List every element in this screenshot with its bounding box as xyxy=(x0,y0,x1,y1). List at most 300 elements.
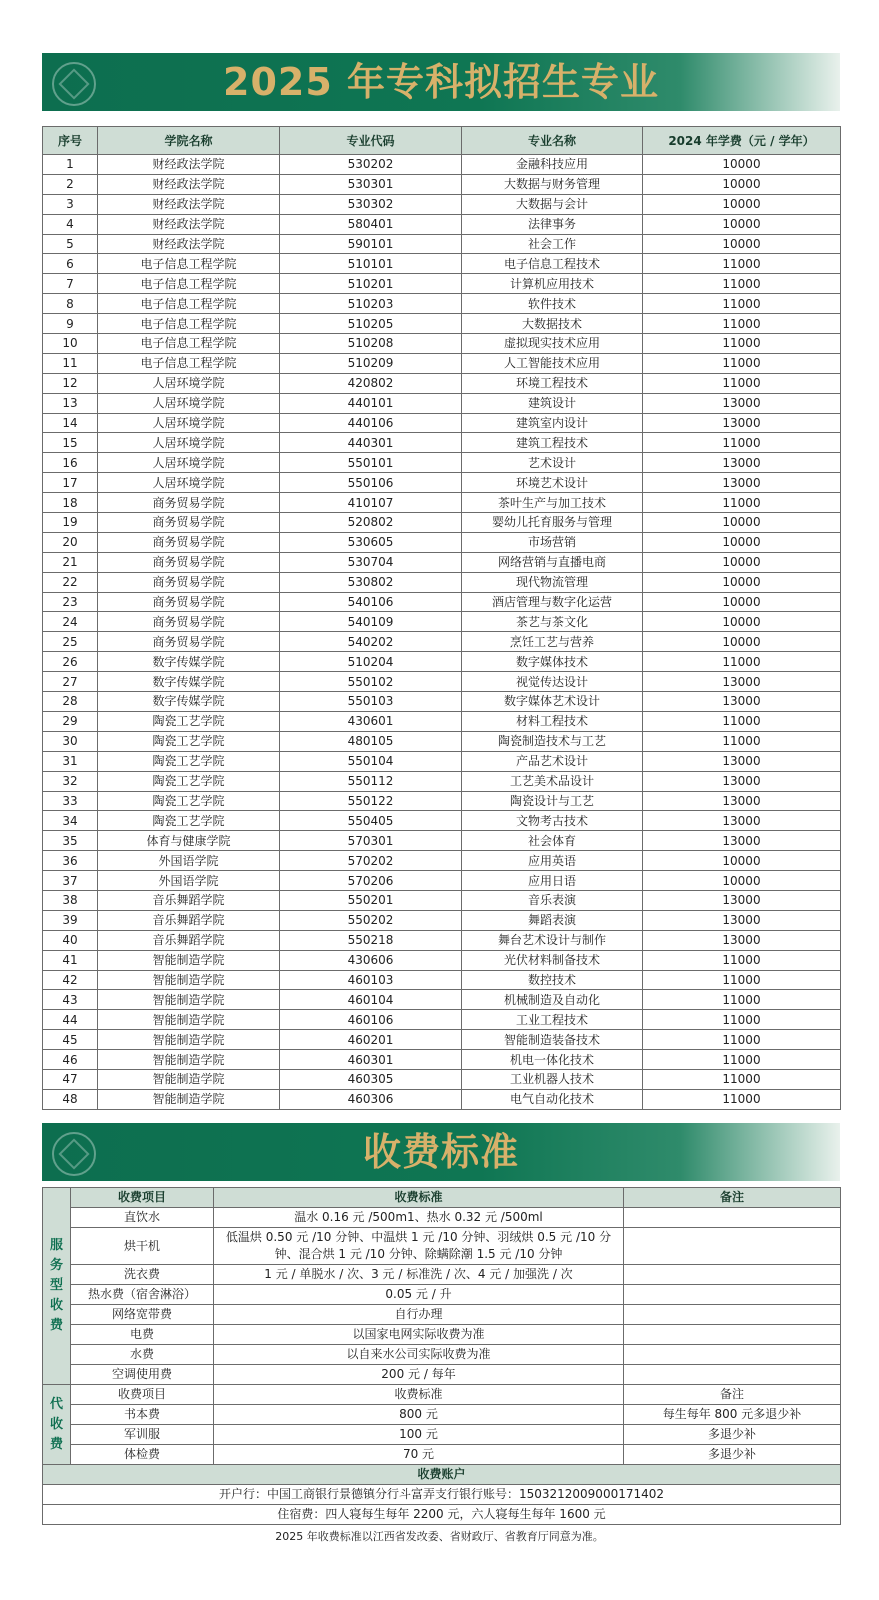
row-tuition: 11000 xyxy=(643,950,841,970)
row-major: 婴幼儿托育服务与管理 xyxy=(462,513,643,533)
table-row xyxy=(43,1069,841,1089)
account-line: 开户行：中国工商银行景德镇分行斗富弄支行银行账号：1503212009000171402 xyxy=(43,1485,841,1505)
fee-standard: 以自来水公司实际收费为准 xyxy=(214,1345,624,1365)
row-code: 570206 xyxy=(280,871,462,891)
row-tuition: 10000 xyxy=(643,632,841,652)
row-college: 智能制造学院 xyxy=(98,1050,280,1070)
row-college: 商务贸易学院 xyxy=(98,532,280,552)
row-code: 550102 xyxy=(280,672,462,692)
row-tuition: 10000 xyxy=(643,592,841,612)
fee-item: 热水费（宿舍淋浴） xyxy=(71,1285,214,1305)
row-major: 法律事务 xyxy=(462,214,643,234)
table-row xyxy=(43,851,841,871)
row-tuition: 11000 xyxy=(643,373,841,393)
row-tuition: 11000 xyxy=(643,353,841,373)
row-major: 大数据与财务管理 xyxy=(462,174,643,194)
row-college: 体育与健康学院 xyxy=(98,831,280,851)
fee-item: 军训服 xyxy=(71,1425,214,1445)
row-tuition: 13000 xyxy=(643,831,841,851)
row-index: 9 xyxy=(43,314,98,334)
row-college: 音乐舞蹈学院 xyxy=(98,910,280,930)
row-college: 商务贸易学院 xyxy=(98,572,280,592)
row-code: 550106 xyxy=(280,473,462,493)
row-tuition: 10000 xyxy=(643,612,841,632)
row-tuition: 11000 xyxy=(643,274,841,294)
row-index: 35 xyxy=(43,831,98,851)
row-index: 31 xyxy=(43,751,98,771)
row-major: 建筑室内设计 xyxy=(462,413,643,433)
row-college: 陶瓷工艺学院 xyxy=(98,711,280,731)
row-college: 陶瓷工艺学院 xyxy=(98,771,280,791)
row-index: 6 xyxy=(43,254,98,274)
row-index: 28 xyxy=(43,692,98,712)
table-row xyxy=(43,234,841,254)
footnote: 2025 年收费标准以江西省发改委、省财政厅、省教育厅同意为准。 xyxy=(275,1530,604,1543)
row-code: 590101 xyxy=(280,234,462,254)
table-row xyxy=(43,1265,841,1285)
row-code: 550112 xyxy=(280,771,462,791)
fee-standard: 100 元 xyxy=(214,1425,624,1445)
row-college: 智能制造学院 xyxy=(98,1010,280,1030)
row-tuition: 13000 xyxy=(643,890,841,910)
row-code: 540202 xyxy=(280,632,462,652)
row-code: 460305 xyxy=(280,1069,462,1089)
table-row xyxy=(43,990,841,1010)
fee-note xyxy=(624,1208,841,1228)
fees-title: 收费标准 xyxy=(362,1130,519,1174)
row-major: 软件技术 xyxy=(462,294,643,314)
row-major: 光伏材料制备技术 xyxy=(462,950,643,970)
row-college: 智能制造学院 xyxy=(98,1030,280,1050)
account-title: 收费账户 xyxy=(43,1465,841,1485)
row-college: 电子信息工程学院 xyxy=(98,334,280,354)
fee-standard: 自行办理 xyxy=(214,1305,624,1325)
row-college: 商务贸易学院 xyxy=(98,592,280,612)
table-row xyxy=(43,334,841,354)
row-code: 570301 xyxy=(280,831,462,851)
table-row xyxy=(43,1325,841,1345)
fee-note: 多退少补 xyxy=(624,1425,841,1445)
majors-table xyxy=(42,126,841,1110)
table-row xyxy=(43,1505,841,1525)
row-index: 43 xyxy=(43,990,98,1010)
row-code: 480105 xyxy=(280,731,462,751)
row-code: 550104 xyxy=(280,751,462,771)
row-major: 工业工程技术 xyxy=(462,1010,643,1030)
row-major: 市场营销 xyxy=(462,532,643,552)
row-code: 530802 xyxy=(280,572,462,592)
row-code: 570202 xyxy=(280,851,462,871)
row-major: 环境艺术设计 xyxy=(462,473,643,493)
table-row xyxy=(43,1405,841,1425)
majors-header-row xyxy=(43,127,841,155)
row-tuition: 10000 xyxy=(643,851,841,871)
row-index: 19 xyxy=(43,513,98,533)
row-index: 23 xyxy=(43,592,98,612)
row-tuition: 13000 xyxy=(643,930,841,950)
row-major: 茶叶生产与加工技术 xyxy=(462,493,643,513)
row-index: 24 xyxy=(43,612,98,632)
row-index: 46 xyxy=(43,1050,98,1070)
row-college: 数字传媒学院 xyxy=(98,692,280,712)
table-row xyxy=(43,751,841,771)
row-tuition: 11000 xyxy=(643,652,841,672)
table-row xyxy=(43,513,841,533)
row-tuition: 10000 xyxy=(643,194,841,214)
row-tuition: 13000 xyxy=(643,910,841,930)
fee-standard: 200 元 / 每年 xyxy=(214,1365,624,1385)
table-row xyxy=(43,274,841,294)
row-code: 510203 xyxy=(280,294,462,314)
row-college: 财经政法学院 xyxy=(98,174,280,194)
row-major: 舞台艺术设计与制作 xyxy=(462,930,643,950)
row-college: 人居环境学院 xyxy=(98,453,280,473)
table-row xyxy=(43,791,841,811)
agency-header-note: 备注 xyxy=(624,1385,841,1405)
row-index: 2 xyxy=(43,174,98,194)
table-row xyxy=(43,254,841,274)
table-row xyxy=(43,532,841,552)
row-index: 3 xyxy=(43,194,98,214)
row-major: 视觉传达设计 xyxy=(462,672,643,692)
fee-standard: 以国家电网实际收费为准 xyxy=(214,1325,624,1345)
row-college: 电子信息工程学院 xyxy=(98,314,280,334)
row-college: 智能制造学院 xyxy=(98,950,280,970)
row-tuition: 13000 xyxy=(643,692,841,712)
row-index: 16 xyxy=(43,453,98,473)
row-college: 数字传媒学院 xyxy=(98,672,280,692)
table-row xyxy=(43,692,841,712)
fee-note xyxy=(624,1345,841,1365)
fee-item: 水费 xyxy=(71,1345,214,1365)
table-row xyxy=(43,493,841,513)
row-index: 14 xyxy=(43,413,98,433)
fee-standard: 1 元 / 单脱水 / 次、3 元 / 标准洗 / 次、4 元 / 加强洗 / 次 xyxy=(214,1265,624,1285)
row-college: 财经政法学院 xyxy=(98,214,280,234)
row-college: 陶瓷工艺学院 xyxy=(98,731,280,751)
row-code: 460301 xyxy=(280,1050,462,1070)
row-code: 510209 xyxy=(280,353,462,373)
table-row xyxy=(43,1425,841,1445)
row-major: 大数据与会计 xyxy=(462,194,643,214)
row-major: 金融科技应用 xyxy=(462,155,643,175)
row-index: 33 xyxy=(43,791,98,811)
row-code: 520802 xyxy=(280,513,462,533)
table-row xyxy=(43,612,841,632)
row-tuition: 11000 xyxy=(643,731,841,751)
row-code: 550103 xyxy=(280,692,462,712)
fees-table xyxy=(42,1187,841,1525)
row-college: 财经政法学院 xyxy=(98,234,280,254)
row-tuition: 11000 xyxy=(643,1089,841,1109)
row-index: 48 xyxy=(43,1089,98,1109)
row-index: 17 xyxy=(43,473,98,493)
table-row xyxy=(43,1305,841,1325)
row-major: 电气自动化技术 xyxy=(462,1089,643,1109)
row-code: 530302 xyxy=(280,194,462,214)
row-college: 外国语学院 xyxy=(98,871,280,891)
fee-standard: 低温烘 0.50 元 /10 分钟、中温烘 1 元 /10 分钟、羽绒烘 0.5 元 /10 分钟、混合烘 1 元 /10 分钟、除螨除潮 1.5 元 /10 分钟 xyxy=(214,1228,624,1265)
table-row xyxy=(43,890,841,910)
row-code: 550122 xyxy=(280,791,462,811)
row-index: 39 xyxy=(43,910,98,930)
row-tuition: 11000 xyxy=(643,1030,841,1050)
row-index: 21 xyxy=(43,552,98,572)
table-row xyxy=(43,1285,841,1305)
row-major: 大数据技术 xyxy=(462,314,643,334)
row-major: 环境工程技术 xyxy=(462,373,643,393)
header-college: 学院名称 xyxy=(98,127,280,155)
row-index: 27 xyxy=(43,672,98,692)
table-row xyxy=(43,950,841,970)
row-code: 550218 xyxy=(280,930,462,950)
table-row xyxy=(43,930,841,950)
majors-banner xyxy=(42,53,840,111)
row-tuition: 10000 xyxy=(643,513,841,533)
row-code: 440101 xyxy=(280,393,462,413)
row-index: 45 xyxy=(43,1030,98,1050)
row-tuition: 13000 xyxy=(643,771,841,791)
table-row xyxy=(43,473,841,493)
row-index: 1 xyxy=(43,155,98,175)
row-college: 音乐舞蹈学院 xyxy=(98,930,280,950)
row-college: 人居环境学院 xyxy=(98,473,280,493)
row-college: 人居环境学院 xyxy=(98,393,280,413)
row-tuition: 13000 xyxy=(643,751,841,771)
fee-standard: 800 元 xyxy=(214,1405,624,1425)
row-index: 26 xyxy=(43,652,98,672)
row-tuition: 13000 xyxy=(643,413,841,433)
row-college: 商务贸易学院 xyxy=(98,552,280,572)
row-major: 网络营销与直播电商 xyxy=(462,552,643,572)
fees-header-item: 收费项目 xyxy=(71,1188,214,1208)
table-row xyxy=(43,433,841,453)
fees-header-note: 备注 xyxy=(624,1188,841,1208)
row-index: 15 xyxy=(43,433,98,453)
table-row xyxy=(43,1010,841,1030)
row-college: 人居环境学院 xyxy=(98,413,280,433)
row-college: 商务贸易学院 xyxy=(98,493,280,513)
fee-note xyxy=(624,1325,841,1345)
fees-header-row xyxy=(43,1188,841,1208)
row-college: 电子信息工程学院 xyxy=(98,254,280,274)
fees-banner xyxy=(42,1123,840,1181)
row-code: 550101 xyxy=(280,453,462,473)
table-row xyxy=(43,910,841,930)
row-code: 510205 xyxy=(280,314,462,334)
row-index: 44 xyxy=(43,1010,98,1030)
row-index: 38 xyxy=(43,890,98,910)
agency-header-standard: 收费标准 xyxy=(214,1385,624,1405)
row-major: 工艺美术品设计 xyxy=(462,771,643,791)
row-index: 4 xyxy=(43,214,98,234)
row-college: 智能制造学院 xyxy=(98,1069,280,1089)
fee-item: 洗衣费 xyxy=(71,1265,214,1285)
table-row xyxy=(43,1228,841,1265)
table-row xyxy=(43,1365,841,1385)
row-college: 陶瓷工艺学院 xyxy=(98,811,280,831)
row-tuition: 10000 xyxy=(643,214,841,234)
row-tuition: 11000 xyxy=(643,294,841,314)
row-index: 11 xyxy=(43,353,98,373)
row-tuition: 11000 xyxy=(643,970,841,990)
row-college: 人居环境学院 xyxy=(98,433,280,453)
row-tuition: 13000 xyxy=(643,811,841,831)
row-college: 商务贸易学院 xyxy=(98,632,280,652)
row-code: 460103 xyxy=(280,970,462,990)
row-major: 应用英语 xyxy=(462,851,643,871)
agency-header-item: 收费项目 xyxy=(71,1385,214,1405)
row-index: 41 xyxy=(43,950,98,970)
row-code: 510201 xyxy=(280,274,462,294)
row-major: 社会体育 xyxy=(462,831,643,851)
row-major: 产品艺术设计 xyxy=(462,751,643,771)
row-index: 47 xyxy=(43,1069,98,1089)
row-tuition: 11000 xyxy=(643,493,841,513)
fee-item: 电费 xyxy=(71,1325,214,1345)
row-college: 音乐舞蹈学院 xyxy=(98,890,280,910)
table-row xyxy=(43,871,841,891)
row-index: 8 xyxy=(43,294,98,314)
table-row xyxy=(43,413,841,433)
row-college: 陶瓷工艺学院 xyxy=(98,791,280,811)
table-row xyxy=(43,1050,841,1070)
fee-note xyxy=(624,1285,841,1305)
table-row xyxy=(43,771,841,791)
row-college: 财经政法学院 xyxy=(98,155,280,175)
row-major: 数字媒体技术 xyxy=(462,652,643,672)
row-major: 应用日语 xyxy=(462,871,643,891)
row-tuition: 11000 xyxy=(643,711,841,731)
fee-standard: 0.05 元 / 升 xyxy=(214,1285,624,1305)
row-major: 机电一体化技术 xyxy=(462,1050,643,1070)
header-code: 专业代码 xyxy=(280,127,462,155)
row-index: 32 xyxy=(43,771,98,791)
row-major: 机械制造及自动化 xyxy=(462,990,643,1010)
row-major: 酒店管理与数字化运营 xyxy=(462,592,643,612)
table-row xyxy=(43,592,841,612)
table-row xyxy=(43,1089,841,1109)
row-major: 人工智能技术应用 xyxy=(462,353,643,373)
row-index: 18 xyxy=(43,493,98,513)
row-index: 22 xyxy=(43,572,98,592)
fee-item: 体检费 xyxy=(71,1445,214,1465)
row-tuition: 10000 xyxy=(643,155,841,175)
row-college: 电子信息工程学院 xyxy=(98,274,280,294)
table-row xyxy=(43,294,841,314)
row-tuition: 11000 xyxy=(643,254,841,274)
service-fee-label: 服务型收费 xyxy=(43,1188,71,1385)
row-tuition: 13000 xyxy=(643,453,841,473)
table-row xyxy=(43,672,841,692)
row-major: 数字媒体艺术设计 xyxy=(462,692,643,712)
row-tuition: 11000 xyxy=(643,990,841,1010)
row-index: 34 xyxy=(43,811,98,831)
row-major: 陶瓷制造技术与工艺 xyxy=(462,731,643,751)
row-college: 智能制造学院 xyxy=(98,970,280,990)
row-code: 530704 xyxy=(280,552,462,572)
header-tuition: 2024 年学费（元 / 学年） xyxy=(643,127,841,155)
row-code: 440301 xyxy=(280,433,462,453)
fee-standard: 温水 0.16 元 /500m1、热水 0.32 元 /500ml xyxy=(214,1208,624,1228)
table-row xyxy=(43,1465,841,1485)
fee-note: 每生每年 800 元多退少补 xyxy=(624,1405,841,1425)
fee-item: 空调使用费 xyxy=(71,1365,214,1385)
fees-header-standard: 收费标准 xyxy=(214,1188,624,1208)
row-code: 460104 xyxy=(280,990,462,1010)
fee-note xyxy=(624,1365,841,1385)
table-row xyxy=(43,353,841,373)
row-code: 440106 xyxy=(280,413,462,433)
row-index: 7 xyxy=(43,274,98,294)
row-tuition: 11000 xyxy=(643,1010,841,1030)
row-tuition: 13000 xyxy=(643,672,841,692)
row-tuition: 10000 xyxy=(643,234,841,254)
table-row xyxy=(43,314,841,334)
row-code: 580401 xyxy=(280,214,462,234)
majors-body xyxy=(43,155,841,1110)
table-row xyxy=(43,1485,841,1505)
row-tuition: 11000 xyxy=(643,314,841,334)
row-major: 材料工程技术 xyxy=(462,711,643,731)
row-index: 12 xyxy=(43,373,98,393)
row-index: 42 xyxy=(43,970,98,990)
row-major: 社会工作 xyxy=(462,234,643,254)
row-tuition: 10000 xyxy=(643,871,841,891)
row-major: 工业机器人技术 xyxy=(462,1069,643,1089)
row-major: 烹饪工艺与营养 xyxy=(462,632,643,652)
row-major: 艺术设计 xyxy=(462,453,643,473)
fee-item: 烘干机 xyxy=(71,1228,214,1265)
row-tuition: 11000 xyxy=(643,433,841,453)
row-major: 现代物流管理 xyxy=(462,572,643,592)
table-row xyxy=(43,1345,841,1365)
row-code: 540106 xyxy=(280,592,462,612)
row-college: 电子信息工程学院 xyxy=(98,353,280,373)
fee-note: 多退少补 xyxy=(624,1445,841,1465)
row-college: 商务贸易学院 xyxy=(98,612,280,632)
row-major: 陶瓷设计与工艺 xyxy=(462,791,643,811)
table-row xyxy=(43,453,841,473)
row-index: 10 xyxy=(43,334,98,354)
row-college: 电子信息工程学院 xyxy=(98,294,280,314)
row-tuition: 13000 xyxy=(643,791,841,811)
row-code: 460201 xyxy=(280,1030,462,1050)
row-code: 530202 xyxy=(280,155,462,175)
table-row xyxy=(43,632,841,652)
row-major: 文物考古技术 xyxy=(462,811,643,831)
row-code: 540109 xyxy=(280,612,462,632)
row-college: 智能制造学院 xyxy=(98,1089,280,1109)
row-tuition: 11000 xyxy=(643,1069,841,1089)
table-row xyxy=(43,1208,841,1228)
row-code: 510101 xyxy=(280,254,462,274)
row-tuition: 10000 xyxy=(643,174,841,194)
row-college: 商务贸易学院 xyxy=(98,513,280,533)
table-row xyxy=(43,652,841,672)
table-row xyxy=(43,1030,841,1050)
row-index: 30 xyxy=(43,731,98,751)
row-code: 420802 xyxy=(280,373,462,393)
row-college: 财经政法学院 xyxy=(98,194,280,214)
row-code: 410107 xyxy=(280,493,462,513)
row-index: 37 xyxy=(43,871,98,891)
fee-item: 书本费 xyxy=(71,1405,214,1425)
row-major: 电子信息工程技术 xyxy=(462,254,643,274)
table-row xyxy=(43,731,841,751)
row-major: 建筑设计 xyxy=(462,393,643,413)
row-code: 550405 xyxy=(280,811,462,831)
